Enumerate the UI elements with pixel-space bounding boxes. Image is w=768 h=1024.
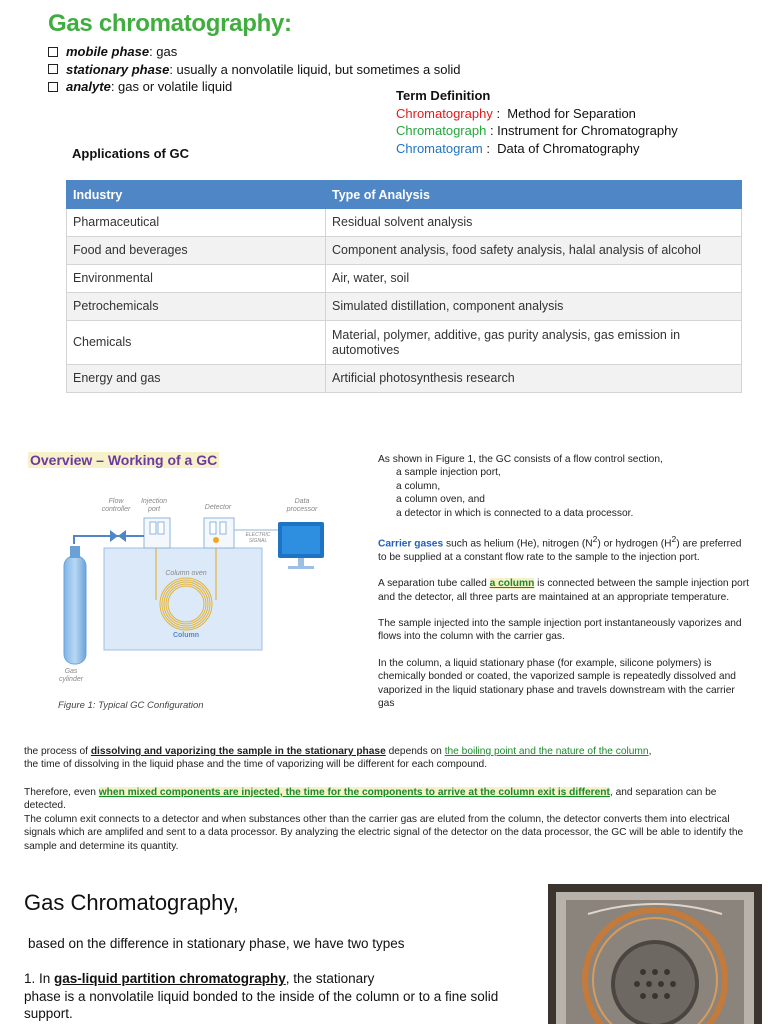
page-title: Gas chromatography: [48,10,292,37]
component-item: a sample injection port, [396,467,501,479]
paragraph-text: the process of [24,746,91,757]
paragraph-text: A separation tube called [378,578,490,590]
term-row [396,140,678,158]
paragraph-text: ) or hydrogen (H [597,538,672,550]
bullet-stationary-phase [48,61,461,79]
paragraph-vaporize: The sample injected into the sample injection port instantaneously vaporizes and flows into the column with the carrier gas. [378,618,742,643]
paragraph-dissolving [24,745,756,772]
paragraph-text: Therefore, even [24,787,99,798]
subscript-2: 2 [671,534,677,545]
paragraph-text: phase is a nonvolatile liquid bonded to the inside of the column or to a fine solid support. [24,988,499,1021]
section-subtitle: based on the difference in stationary phase, we have two types [28,936,405,951]
paragraph-text: As shown in Figure 1, the GC consists of a flow control section, [378,454,663,465]
detector-label: Detector [204,504,232,511]
checkbox-bullet-icon [48,82,58,92]
term-name: Chromatogram [396,140,483,156]
checkbox-bullet-icon [48,47,58,57]
analysis-cell: Artificial photosynthesis research [326,365,742,393]
paragraph-separation [24,786,756,853]
carrier-gases-highlight: Carrier gases [378,538,444,550]
paragraph-text: such as helium (He), nitrogen (N [443,538,593,550]
injection-port-label: Injection port [140,498,168,513]
column-highlight: a column [489,578,535,590]
checkbox-bullet-icon [48,64,58,74]
term-definition: Method for Separation [507,105,636,121]
mixed-components-highlight: when mixed components are injected, the time for the components to arrive at the column exit is different [98,787,610,798]
term-separator: : [482,140,498,156]
table-row [67,365,742,393]
industry-cell: Energy and gas [67,365,326,393]
paragraph-text: , the stationary [285,971,375,986]
paragraph-text: 1. In [24,971,55,986]
term-definition: Data of Chromatography [497,140,640,156]
column-header-analysis: Type of Analysis [326,181,742,209]
term-definition-box [396,87,678,157]
dissolving-highlight: dissolving and vaporizing the sample in the stationary phase [90,746,386,757]
paragraph-text: the time of dissolving in the liquid phase and the time of vaporizing will be different for each compound. [24,759,488,771]
industry-cell: Pharmaceutical [67,209,326,237]
term-name: Chromatograph [396,123,487,138]
table-row [67,237,742,265]
bullet-mobile-phase [48,43,461,61]
column-oven-label: Column oven [165,570,207,577]
paragraph-gas-liquid [24,970,514,1023]
detector-icon [204,518,234,548]
paragraph-text: is connected between the sample injection port and the detector, all three parts are maintained at an appropriate temperature. [378,578,749,603]
gc-explanation-column [378,453,752,723]
gc-configuration-diagram [44,470,356,720]
gas-cylinder-label: Gas cylinder [58,668,84,683]
bullet-label: stationary phase [66,61,170,77]
gc-oven-photo-svg [548,884,762,1024]
applications-table [66,180,742,393]
component-item: a column oven, and [396,494,485,506]
paragraph-column [378,577,752,604]
analysis-cell: Component analysis, food safety analysis, halal analysis of alcohol [326,237,742,265]
component-item: a column, [396,480,441,492]
industry-cell: Environmental [67,265,326,293]
analysis-cell: Air, water, soil [326,265,742,293]
gas-cylinder-icon [64,546,86,664]
electric-signal-label: ELECTRIC SIGNAL [245,532,271,544]
column-label: Column [172,632,200,639]
table-row [67,265,742,293]
paragraph-components [378,453,752,520]
industry-cell: Petrochemicals [67,293,326,321]
flow-controller-label: Flow controller [101,498,131,513]
component-item: a detector in which is connected to a data processor. [396,507,634,519]
injection-port-icon [144,518,170,548]
bullet-text: : gas [149,44,178,59]
bullet-label: mobile phase [66,44,150,59]
analysis-cell: Simulated distillation, component analysis [326,293,742,321]
subscript-2: 2 [592,534,598,545]
figure-caption: Figure 1: Typical GC Configuration [58,700,204,711]
term-separator: : [492,105,508,121]
term-separator: : [486,123,498,138]
table-row [67,209,742,237]
bullet-label: analyte [66,79,111,94]
term-row [396,105,678,123]
table-row [67,321,742,365]
overview-heading: Overview – Working of a GC [30,452,218,468]
analysis-cell: Residual solvent analysis [326,209,742,237]
gc-oven-photo [548,884,762,1024]
term-definition-heading: Term Definition [396,88,491,103]
industry-cell: Chemicals [67,321,326,365]
boiling-point-highlight: the boiling point and the nature of the column [444,746,649,757]
applications-heading: Applications of GC [72,146,189,161]
column-header-industry: Industry [67,181,326,209]
gas-liquid-highlight: gas-liquid partition chromatography [54,971,286,986]
paragraph-carrier-gases [378,533,752,564]
bullet-text: : gas or volatile liquid [110,79,233,94]
term-name: Chromatography [396,105,493,121]
section-heading: Gas Chromatography, [24,890,239,915]
paragraph-text: , [648,746,652,757]
table-header-row [67,181,742,209]
paragraph-detector: The column exit connects to a detector and when substances other than the carrier gas are eluted from the column, the detector converts them into electrical signals which are amplifed and sent to a data processor. By analyzing the electric signal of the detector on the data processor, the GC will be able to identify the sample and determine its quantity. [24,813,744,852]
table-row [67,293,742,321]
paragraph-text: ) are preferred to be supplied at a constant flow rate to the sample to the injection port. [378,538,742,563]
bullet-text: : usually a nonvolatile liquid, but sometimes a solid [169,61,461,77]
paragraph-text: depends on [385,746,445,757]
industry-cell: Food and beverages [67,237,326,265]
paragraph-stationary-phase: In the column, a liquid stationary phase (for example, silicone polymers) is chemically bonded or coated, the vaporized sample is repeatedly dissolved and vaporized in the liquid stationary phase and travels downstream with the carrier gas [378,657,736,710]
analysis-cell: Material, polymer, additive, gas purity analysis, gas emission in automotives [326,321,742,365]
data-processor-label: Data processor [286,498,318,513]
paragraph-text: , and separation can be detected. [24,787,717,812]
term-row [396,122,678,140]
term-definition: Instrument for Chromatography [497,123,678,138]
